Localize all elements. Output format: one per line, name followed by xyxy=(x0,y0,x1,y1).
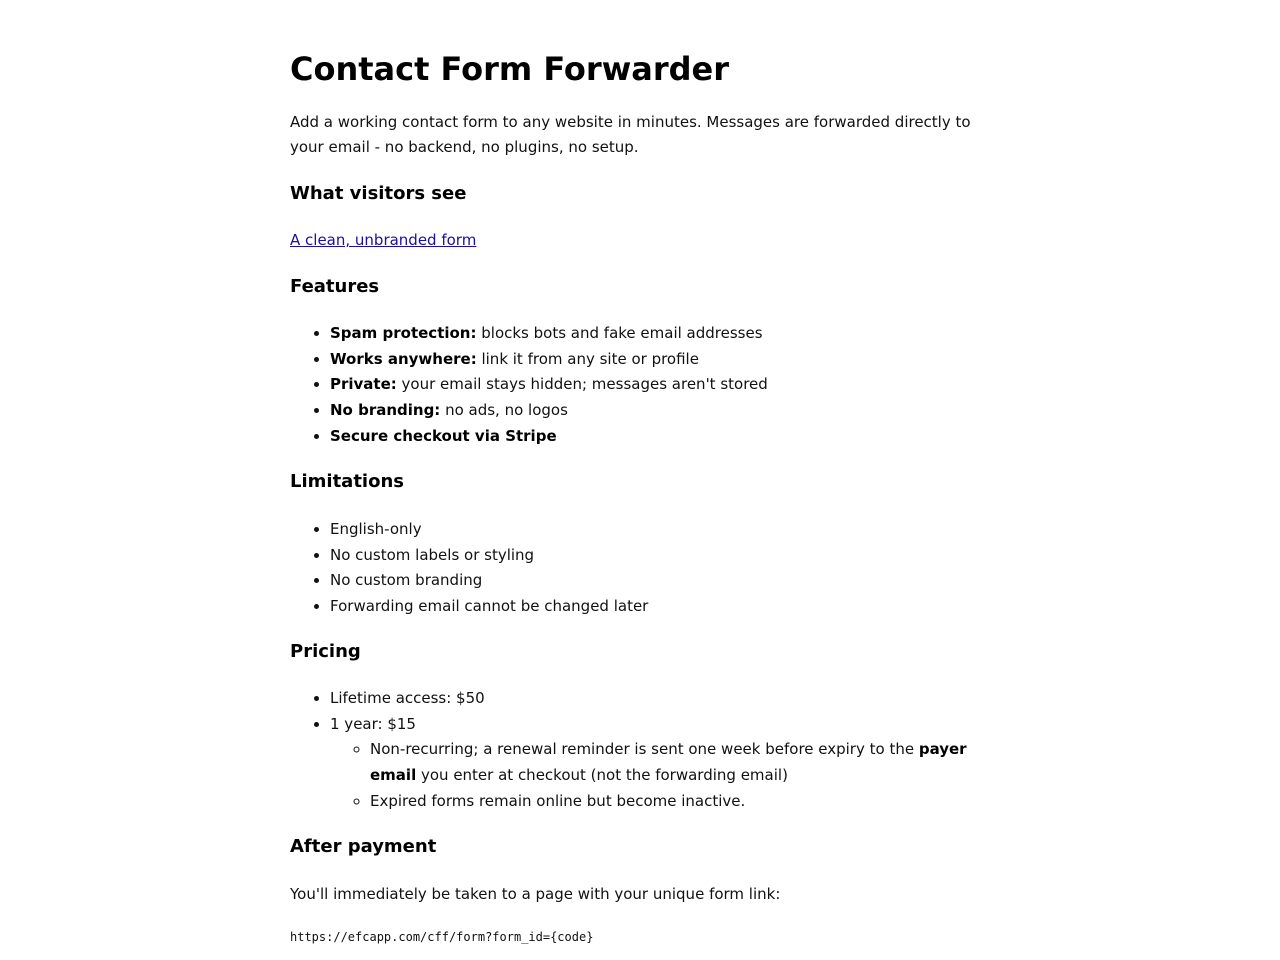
feature-name: Private: xyxy=(330,375,397,394)
renewal-note-start: Non-recurring; a renewal reminder is sent one week before expiry to the xyxy=(370,740,919,759)
yearly-notes-list xyxy=(330,737,990,814)
list-item: • Lifetime access: $50 xyxy=(330,686,990,712)
heading-features: Features xyxy=(290,276,380,297)
example-form-link[interactable]: A clean, unbranded form xyxy=(290,231,477,249)
feature-name: No branding: xyxy=(330,401,441,420)
list-item xyxy=(330,347,990,373)
heading-what-visitors-see: What visitors see xyxy=(290,183,467,204)
list-item xyxy=(370,737,990,788)
list-item: • No custom branding xyxy=(330,568,990,594)
list-item: ◦ Expired forms remain online but become inactive. xyxy=(370,789,990,815)
heading-pricing: Pricing xyxy=(290,641,361,662)
page-title: Contact Form Forwarder xyxy=(290,50,730,88)
list-item: • Forwarding email cannot be changed later xyxy=(330,594,990,620)
feature-text: link it from any site or profile xyxy=(476,349,699,368)
heading-after-payment: After payment xyxy=(290,836,437,857)
after-payment-text: You'll immediately be taken to a page with your unique form link: xyxy=(290,885,781,903)
pricing-list xyxy=(290,686,990,815)
intro-paragraph: Add a working contact form to any website in minutes. Messages are forwarded directly to your email - no backend, no plugins, no setup. xyxy=(290,113,971,156)
form-url-code: https://efcapp.com/cff/form?form_id={code} xyxy=(290,930,594,944)
list-item: • English-only xyxy=(330,517,990,543)
feature-name: Spam protection: xyxy=(330,324,477,342)
list-item xyxy=(330,372,990,398)
features-list xyxy=(290,321,990,450)
list-item: • No custom labels or styling xyxy=(330,543,990,569)
feature-name: Works anywhere: xyxy=(330,349,477,368)
list-item xyxy=(330,321,990,347)
feature-text: no ads, no logos xyxy=(440,401,568,420)
heading-limitations: Limitations xyxy=(290,471,404,492)
feature-text: blocks bots and fake email addresses xyxy=(476,324,763,342)
renewal-note-bold: payer email xyxy=(370,740,967,785)
feature-text: your email stays hidden; messages aren't stored xyxy=(396,375,768,394)
limitations-list xyxy=(290,517,990,620)
feature-name: Secure checkout via Stripe xyxy=(330,426,557,445)
list-item xyxy=(330,712,990,815)
yearly-price: 1 year: $15 xyxy=(330,714,416,733)
list-item xyxy=(330,424,990,450)
list-item xyxy=(330,398,990,424)
renewal-note-end: you enter at checkout (not the forwarding email) xyxy=(416,766,788,785)
